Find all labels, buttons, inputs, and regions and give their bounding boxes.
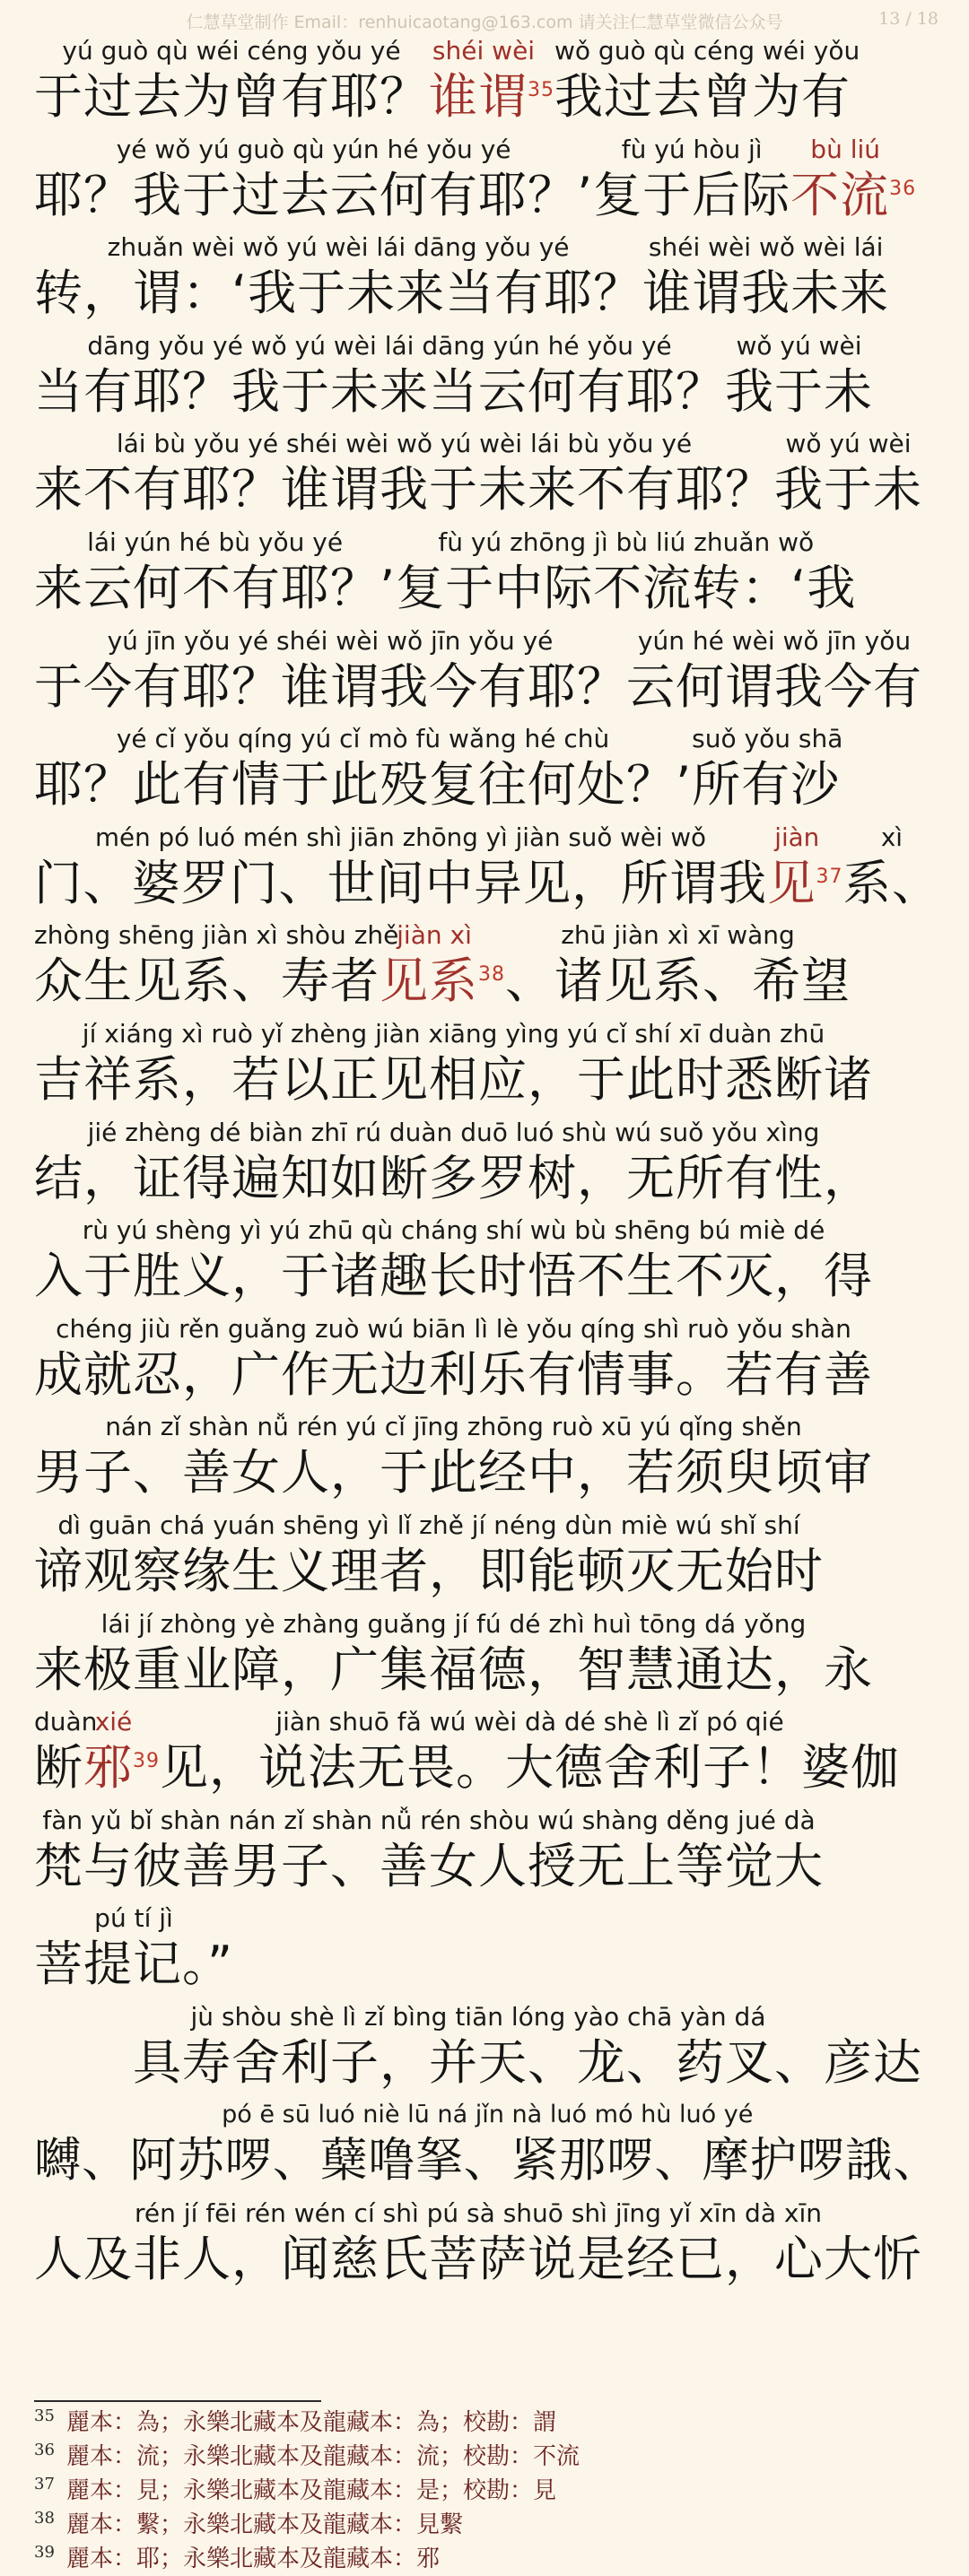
footnote-ref[interactable]: 39: [133, 1750, 160, 1773]
text-segment: [725, 326, 873, 421]
hanzi: 于今有耶？谁谓我今有耶？: [34, 657, 626, 715]
pinyin: pú tí jì: [94, 1903, 173, 1934]
pinyin: wǒ yú wèi: [736, 330, 862, 361]
footnote: 36 麗本：流；永樂北藏本及龍藏本：流；校勘：不流: [34, 2441, 581, 2470]
text-segment: [34, 1505, 824, 1600]
footnote: 39 麗本：耶；永樂北藏本及龍藏本：邪: [34, 2543, 441, 2572]
text-line: [34, 2094, 940, 2193]
text-segment: [34, 1898, 233, 1993]
text-line: [34, 1898, 940, 1997]
hanzi: 来极重业障，广集福德，智慧通达，永: [34, 1640, 873, 1698]
text-segment: [626, 621, 922, 716]
text-segment: [642, 227, 889, 322]
text-line: [34, 326, 940, 424]
text-line: [34, 1309, 940, 1407]
text-segment: [160, 1701, 900, 1797]
pinyin: fù yú hòu jì: [621, 134, 763, 164]
pinyin: jù shòu shè lì zǐ bìng tiān lóng yào chā yàn dá: [190, 2001, 766, 2032]
annotated-phrase: [83, 1701, 160, 1797]
pinyin: fù yú zhōng jì bù liú zhuǎn wǒ: [438, 527, 815, 557]
text-segment: [554, 30, 860, 126]
hanzi: 所有沙: [692, 756, 841, 814]
annotated-phrase: [790, 129, 916, 224]
pinyin: suǒ yǒu shā: [692, 724, 843, 754]
text-line: [34, 1210, 940, 1309]
hanzi: 门、婆罗门、世间中异见，所谓我: [34, 854, 768, 911]
hanzi: 邪$^{39}$: [83, 1739, 160, 1797]
text-line: [34, 1014, 940, 1112]
text-line: [34, 1505, 940, 1604]
text-segment: [34, 129, 593, 224]
text-segment: [593, 129, 790, 224]
footnote-text: 麗本：見；永樂北藏本及龍藏本：是；校勘：見: [66, 2477, 557, 2504]
hanzi: 来不有耶？谁谓我于未来不有耶？: [34, 461, 774, 518]
hanzi: 梵与彼善男子、善女人授无上等觉大: [34, 1837, 824, 1894]
hanzi: 来云何不有耶？’: [34, 559, 397, 616]
pinyin: yé cǐ yǒu qíng yú cǐ mò fù wǎng hé chù: [116, 724, 610, 754]
pinyin: xì: [880, 822, 904, 852]
footnote-text: 麗本：為；永樂北藏本及龍藏本：為；校勘：謂: [66, 2409, 557, 2436]
text-line: [34, 227, 940, 326]
pinyin: rù yú shèng yì yú zhū qù cháng shí wù bù shēng bú miè dé: [82, 1215, 825, 1246]
hanzi: 众生见系、寿者: [34, 953, 380, 1010]
hanzi: 、诸见系、希望: [505, 953, 851, 1010]
text-line: [34, 1112, 940, 1211]
text-line: [34, 129, 940, 228]
footnote-text: 麗本：流；永樂北藏本及龍藏本：流；校勘：不流: [66, 2443, 581, 2470]
hanzi: 断: [34, 1739, 83, 1797]
pinyin: lái yún hé bù yǒu yé: [87, 527, 344, 557]
pinyin: chéng jiù rěn guǎng zuò wú biān lì lè yǒu qíng shì ruò yǒu shàn: [56, 1313, 851, 1344]
hanzi: 我于未: [774, 461, 922, 518]
text-segment: [34, 227, 642, 322]
hanzi: 谁谓$^{35}$: [429, 68, 554, 125]
text-segment: [34, 522, 396, 617]
text-segment: [774, 423, 922, 518]
pinyin: yú jīn yǒu yé shéi wèi wǒ jīn yǒu yé: [107, 625, 554, 656]
hanzi: 结，证得遍知如断多罗树，无所有性，: [34, 1149, 873, 1206]
hanzi: 不流$^{36}$: [790, 166, 917, 223]
text-segment: [34, 1800, 824, 1895]
pinyin: shéi wèi wǒ wèi lái: [648, 232, 884, 263]
pinyin: lái jí zhòng yè zhàng guǎng jí fú dé zhì huì tōng dá yǒng: [100, 1608, 807, 1639]
pinyin: dāng yǒu yé wǒ yú wèi lái dāng yún hé yǒu yé: [87, 330, 672, 361]
text-line: [34, 423, 940, 522]
text-segment: [396, 522, 856, 617]
scripture-body: [34, 30, 940, 2292]
text-segment: [505, 915, 851, 1010]
pinyin: zhū jiàn xì xī wàng: [561, 920, 795, 951]
hanzi: 系、: [842, 854, 941, 911]
hanzi: 转，谓：‘我于未来当有耶？: [34, 265, 643, 322]
annotated-phrase: [767, 817, 842, 912]
hanzi: 云何谓我今有: [626, 657, 922, 715]
text-line: [34, 30, 940, 129]
pinyin: bù liú: [810, 134, 881, 164]
pinyin: jí xiáng xì ruò yǐ zhèng jiàn xiāng yìng yú cǐ shí xī duàn zhū: [82, 1018, 825, 1049]
footnote-text: 麗本：耶；永樂北藏本及龍藏本：邪: [66, 2546, 441, 2572]
text-segment: [34, 30, 429, 126]
pinyin: jiàn shuō fǎ wú wèi dà dé shè lì zǐ pó qié: [275, 1707, 784, 1737]
pinyin: mén pó luó mén shì jiān zhōng yì jiàn suǒ wèi wǒ: [95, 822, 706, 852]
pinyin: yé wǒ yú guò qù yún hé yǒu yé: [116, 134, 511, 164]
text-segment: [34, 326, 725, 421]
pinyin: dì guān chá yuán shēng yì lǐ zhě jí néng dùn miè wú shǐ shí: [57, 1510, 800, 1540]
header-watermark-text: 仁慧草堂制作 Email：renhuicaotang@163.com 请关注仁慧草堂微信公众号: [186, 13, 783, 32]
footnote-ref[interactable]: 38: [478, 963, 505, 987]
footnote: 35 麗本：為；永樂北藏本及龍藏本：為；校勘：謂: [34, 2406, 557, 2436]
footnote: 38 麗本：繫；永樂北藏本及龍藏本：見繫: [34, 2509, 464, 2538]
hanzi: 具寿舍利子，并天、龙、药叉、彦达: [34, 2033, 922, 2091]
text-line: [34, 718, 940, 817]
hanzi: 见，说法无畏。大德舍利子！婆伽: [160, 1739, 900, 1797]
hanzi: 谁谓我未来: [642, 265, 890, 322]
hanzi: 耶？我于过去云何有耶？’: [34, 166, 594, 223]
text-segment: [34, 2094, 941, 2189]
hanzi: 菩提记。”: [34, 1936, 233, 1993]
pinyin: yún hé wèi wǒ jīn yǒu: [637, 625, 912, 656]
pinyin: wǒ guò qù céng wéi yǒu: [554, 36, 860, 65]
hanzi: 见系$^{38}$: [380, 953, 505, 1010]
hanzi: 复于中际不流转：‘我: [396, 559, 857, 616]
text-line: [34, 1800, 940, 1899]
hanzi: 当有耶？我于未来当云何有耶？: [34, 362, 725, 420]
pinyin: pó ē sū luó niè lū ná jǐn nà luó mó hù luó yé: [222, 2101, 754, 2129]
pinyin: nán zǐ shàn nǚ rén yú cǐ jīng zhōng ruò xū yú qǐng shěn: [105, 1412, 802, 1442]
hanzi: 于过去为曾有耶？: [34, 68, 429, 125]
text-line: [34, 1997, 940, 2095]
text-segment: [34, 2193, 922, 2288]
footnotes: [34, 2406, 931, 2576]
pinyin: zhòng shēng jiàn xì shòu zhě: [34, 920, 399, 951]
pinyin: fàn yǔ bǐ shàn nán zǐ shàn nǚ rén shòu wú shàng děng jué dà: [42, 1805, 816, 1835]
text-segment: [34, 1309, 873, 1404]
pinyin: rén jí fēi rén wén cí shì pú sà shuō shì jīng yǐ xīn dà xīn: [135, 2198, 822, 2229]
pinyin: jiàn: [774, 822, 820, 852]
pinyin: jié zhèng dé biàn zhī rú duàn duō luó shù wú suǒ yǒu xìng: [87, 1117, 820, 1147]
text-segment: [692, 718, 843, 814]
pinyin: shéi wèi: [432, 36, 536, 65]
footnote-text: 麗本：繫；永樂北藏本及龍藏本：見繫: [66, 2511, 464, 2538]
text-segment: [34, 1701, 98, 1797]
hanzi: 吉祥系，若以正见相应，于此时悉断诸: [34, 1050, 873, 1108]
hanzi: 见$^{37}$: [767, 854, 843, 911]
text-segment: [843, 817, 941, 912]
footnote-ref[interactable]: 35: [528, 79, 554, 101]
pinyin: lái bù yǒu yé shéi wèi wǒ yú wèi lái bù yǒu yé: [116, 429, 693, 459]
text-segment: [34, 1014, 873, 1109]
pinyin: zhuǎn wèi wǒ yú wèi lái dāng yǒu yé: [107, 232, 570, 263]
hanzi: 入于胜义，于诸趣长时悟不生不灭，得: [34, 1248, 873, 1305]
footnote-ref[interactable]: 36: [889, 177, 917, 200]
hanzi: 人及非人，闻慈氏菩萨说是经已，心大忻: [34, 2231, 922, 2288]
pinyin: jiàn xì: [397, 920, 472, 951]
hanzi: 耶？此有情于此殁复往何处？’: [34, 756, 693, 814]
text-segment: [34, 817, 767, 912]
pinyin: wǒ yú wèi: [785, 429, 912, 459]
text-line: [34, 915, 940, 1014]
text-line: [34, 621, 940, 719]
hanzi: 我过去曾为有: [554, 68, 851, 125]
text-segment: [34, 915, 399, 1010]
footnote-ref[interactable]: 37: [816, 865, 843, 888]
text-segment: [34, 1210, 873, 1305]
hanzi: 嚩、阿苏啰、蘖噜拏、紧那啰、摩护啰誐、: [34, 2134, 941, 2189]
text-line: [34, 2193, 940, 2292]
pinyin: duàn: [34, 1707, 98, 1737]
text-segment: [34, 718, 692, 814]
text-segment: [34, 423, 774, 518]
hanzi: 我于未: [725, 362, 873, 420]
text-segment: [34, 1112, 873, 1207]
text-line: [34, 817, 940, 916]
hanzi: 复于后际: [593, 166, 791, 223]
text-line: [34, 1701, 940, 1800]
page-number: 13 / 18: [878, 9, 938, 29]
annotated-phrase: [429, 30, 554, 126]
footnote: 37 麗本：見；永樂北藏本及龍藏本：是；校勘：見: [34, 2475, 557, 2504]
text-segment: [34, 1604, 873, 1699]
text-line: [34, 522, 940, 621]
pinyin: yú guò qù wéi céng yǒu yé: [62, 36, 401, 65]
hanzi: 男子、善女人，于此经中，若须臾顷审: [34, 1444, 873, 1501]
text-line: [34, 1406, 940, 1505]
footnote-divider: [34, 2400, 321, 2402]
text-segment: [34, 621, 626, 716]
hanzi: 成就忍，广作无边利乐有情事。若有善: [34, 1345, 873, 1403]
text-segment: [34, 1997, 922, 2092]
pinyin: xié: [94, 1707, 133, 1737]
hanzi: 谛观察缘生义理者，即能顿灭无始时: [34, 1542, 824, 1599]
text-line: [34, 1604, 940, 1702]
text-segment: [34, 1406, 873, 1501]
annotated-phrase: [380, 915, 505, 1010]
